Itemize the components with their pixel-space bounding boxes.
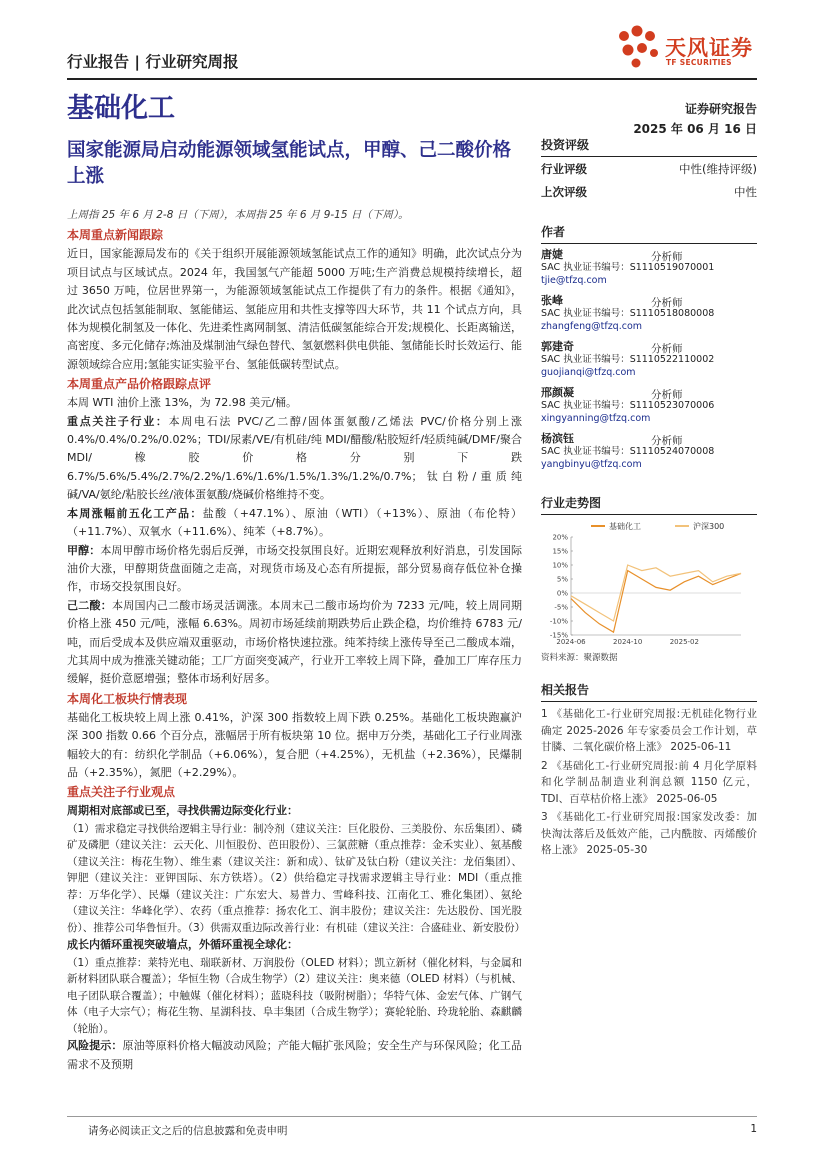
author-email[interactable]: tjie@tfzq.com xyxy=(541,275,607,286)
research-report-label: 证券研究报告 xyxy=(684,102,757,116)
paragraph-text: 近日，国家能源局发布的《关于组织开展能源领域氢能试点工作的通知》明确，此次试点分为项目试点与区域试点。2024 年，我国氢气产能超 5000 万吨;生产消费总规模持续增长，超过 3650 万吨，位居世界第一，为能源领域氢能试点工作提供了有力的条件。根据《通知》，此次试点包括氢能制取、氢能储运、氢能应用和共性支撑等四大环节，共 11 个试点方向，具体为规模化制氢及一体化、先进柔性离网制氢、清洁低碳氢能综合开发;规模化、长距离输送，高密度、多元化储存;炼油及煤制油气绿色替代、氢氨燃料供电供能、氢储能长时长效运行、能源领域综合应用;氢能实证实验平台、氢能低碳转型试点。 xyxy=(67,247,522,371)
rating-heading: 投资评级 xyxy=(541,136,757,157)
y-tick-label: 15% xyxy=(552,547,568,556)
report-date: 2025 年 06 月 16 日 xyxy=(633,122,757,136)
rating-row xyxy=(541,180,757,203)
author-role: 分析师 xyxy=(651,343,683,355)
y-tick-label: -10% xyxy=(549,617,568,626)
sector-title: 基础化工 xyxy=(67,93,175,124)
author-cert: SAC 执业证书编号：S1110519070001 xyxy=(541,262,715,273)
author-entry xyxy=(541,386,757,432)
paragraph xyxy=(67,597,522,689)
paragraph-lead: 本周涨幅前五化工产品： xyxy=(67,506,203,520)
paragraph xyxy=(67,413,522,505)
related-report-link[interactable]: 2 《基础化工-行业研究周报:前 4 月化学原料和化学制品制造业利润总额 1150 亿元，TDI、百草枯价格上涨》 2025-06-05 xyxy=(541,759,757,805)
author-entry xyxy=(541,248,757,294)
section-title: 本周重点产品价格跟踪点评 xyxy=(67,377,212,392)
paragraph-lead: 成长内循环重视突破墙点，外循环重视全球化： xyxy=(67,938,298,952)
rating-key: 上次评级 xyxy=(541,184,587,199)
author-entry xyxy=(541,340,757,386)
logo-name-en: TF SECURITIES xyxy=(666,58,732,67)
author-cert: SAC 执业证书编号：S1110518080008 xyxy=(541,308,715,319)
y-tick-label: 5% xyxy=(556,575,568,584)
author-cert: SAC 执业证书编号：S1110523070006 xyxy=(541,400,715,411)
rating-value: 中性 xyxy=(734,184,757,199)
paragraph xyxy=(67,245,522,374)
author-role: 分析师 xyxy=(651,297,683,309)
author-email[interactable]: guojianqi@tfzq.com xyxy=(541,367,636,378)
report-type: 行业报告 | 行业研究周报 xyxy=(67,53,239,71)
rating-value: 中性(维持评级) xyxy=(679,161,757,176)
paragraph xyxy=(67,802,522,820)
author-email[interactable]: xingyanning@tfzq.com xyxy=(541,413,651,424)
industry-trend-chart xyxy=(541,519,757,649)
headline: 国家能源局启动能源领域氢能试点，甲醇、己二酸价格上涨 xyxy=(67,140,512,187)
paragraph xyxy=(67,936,522,954)
paragraph-lead: 甲醇： xyxy=(67,543,101,557)
y-tick-label: 10% xyxy=(552,561,568,570)
rating-key: 行业评级 xyxy=(541,161,587,176)
paragraph-text: 本周电石法 PVC/乙二醇/固体蛋氨酸/乙烯法 PVC/价格分别上涨 0.4%/0.4%/0.2%/0.02%；TDI/尿素/VE/有机硅/纯 MDI/醋酸/粘胶短纤/轻质纯碱/DMF/聚合 MDI/橡胶价格分别下跌 6.7%/5.6%/5.4%/2.7%/2.2%/1.6%/1.6%/1.5%/1.3%/1.2%/0.7%；钛白粉/重质纯碱/VA/氨纶/粘胶长丝/液体蛋氨酸/烧碱价格维持不变。 xyxy=(67,414,523,502)
author-email[interactable]: zhangfeng@tfzq.com xyxy=(541,321,643,332)
paragraph xyxy=(67,542,522,597)
x-tick-label: 2024-10 xyxy=(613,638,643,646)
paragraph-text: 原油等原料价格大幅波动风险；产能大幅扩张风险；安全生产与环保风险；化工品需求不及预期 xyxy=(67,1039,522,1071)
x-tick-label: 2025-02 xyxy=(669,638,699,646)
y-tick-label: -5% xyxy=(554,603,568,612)
author-role: 分析师 xyxy=(651,251,683,263)
related-report-link[interactable]: 1 《基础化工-行业研究周报:无机硅化物行业确定 2025-2026 年专家委员会工作计划，草甘膦、二氧化碳价格上涨》 2025-06-11 xyxy=(541,708,757,753)
related-heading: 相关报告 xyxy=(541,681,757,702)
author-email[interactable]: yangbinyu@tfzq.com xyxy=(541,459,642,470)
logo-name-cn: 天风证券 xyxy=(665,36,753,60)
author-entry xyxy=(541,432,757,478)
related-reports xyxy=(541,706,757,859)
section-title: 本周重点新闻跟踪 xyxy=(67,228,164,243)
paragraph-text: 基础化工板块较上周上涨 0.41%，沪深 300 指数较上周下跌 0.25%。基础化工板块跑赢沪深 300 指数 0.66 个百分点，涨幅居于所有板块第 10 位。据申万分类，基础化工子行业周涨幅较大的有：纺织化学制品（+6.06%），复合肥（+4.25%），无机盐（+2.36%），民爆制品（+2.35%），氮肥（+2.29%）。 xyxy=(67,710,522,779)
footer-disclaimer: 请务必阅读正文之后的信息披露和免责申明 xyxy=(88,1125,288,1137)
paragraph-text: （1）需求稳定寻找供给逻辑主导行业：制冷剂（建议关注：巨化股份、三美股份、东岳集团）、磷矿及磷肥（建议关注：云天化、川恒股份、芭田股份）、三氯蔗糖（重点推荐：金禾实业）、氨基酸（建议关注：梅花生物）、维生素（建议关注：新和成）、钛矿及钛白粉（建议关注：龙佰集团）、钾肥（建议关注：亚钾国际、东方铁塔）。（2）供给稳定寻找需求逻辑主导行业：MDI（重点推荐：万华化学）、民爆（建议关注：广东宏大、易普力、雪峰科技、江南化工、雅化集团）、氨纶（建议关注：华峰化学）、农药（重点推荐：扬农化工、润丰股份；建议关注：先达股份、国光股份）、推荐公司华鲁恒升。（3）供需双重边际改善行业：有机硅（建议关注：合盛硅业、新安股份） xyxy=(67,822,526,934)
paragraph xyxy=(67,709,522,783)
y-tick-label: 20% xyxy=(552,533,568,542)
author-cert: SAC 执业证书编号：S1110522110002 xyxy=(541,354,715,365)
author-name: 张峰 xyxy=(541,294,563,307)
paragraph-text: 本周 WTI 油价上涨 13%，为 72.98 美元/桶。 xyxy=(67,396,297,410)
footer-divider xyxy=(67,1116,757,1117)
y-tick-label: 0% xyxy=(556,589,568,598)
x-tick-label: 2024-06 xyxy=(556,638,586,646)
author-role: 分析师 xyxy=(651,435,683,447)
paragraph-text: 盐酸（+47.1%）、原油（WTI）（+13%）、原油（布伦特）（+11.7%）、双氧水（+11.6%）、纯苯（+8.7%）。 xyxy=(67,506,523,539)
chart-source: 资料来源：聚源数据 xyxy=(541,653,618,663)
author-cert: SAC 执业证书编号：S1110524070008 xyxy=(541,446,715,457)
trend-heading: 行业走势图 xyxy=(541,494,757,515)
page-number: 1 xyxy=(750,1123,757,1135)
paragraph-lead: 周期相对底部或已至，寻找供需边际变化行业： xyxy=(67,804,298,818)
section-title: 重点关注子行业观点 xyxy=(67,785,176,800)
related-report-link[interactable]: 3 《基础化工-行业研究周报:国家发改委：加快淘汰落后及低效产能，己内酰胺、丙烯酸价格上涨》 2025-05-30 xyxy=(541,811,757,856)
paragraph-lead: 风险提示： xyxy=(67,1039,123,1053)
main-body xyxy=(67,206,526,1074)
paragraph-lead: 重点关注子行业： xyxy=(67,414,169,428)
author-name: 郭建奇 xyxy=(541,340,574,353)
paragraph-text: 本周甲醇市场价格先弱后反弹，市场交投氛围良好。近期宏观释放利好消息，引发国际油价大涨，甲醇期货盘面随之走高，对现货市场及心态有所提振，部分贸易商存低位补仓操作，市场交投氛围良好。 xyxy=(67,543,523,594)
sidebar xyxy=(541,136,757,861)
legend-label: 沪深300 xyxy=(693,522,725,531)
paragraph-text: 本周国内己二酸市场灵活调涨。本周末己二酸市场均价为 7233 元/吨，较上周同期价格上涨 450 元/吨，涨幅 6.63%。周初市场延续前期跌势后止跌企稳，均价维持 6783 元/吨，而后受成本及供应端双重驱动，市场价格快速拉涨。纯苯持续上涨传导至己二酸成本端，尤其周中成为推涨关键动能；工厂方面突变减产，行业开工率较上周下降，叠加工厂库存压力缓解，挺价意愿增强；整体市场利好居多。 xyxy=(67,598,523,686)
author-name: 唐婕 xyxy=(541,248,563,261)
author-name: 邢颜凝 xyxy=(541,386,574,399)
paragraph-text: （1）重点推荐：莱特光电、瑞联新材、万润股份（OLED 材料）；凯立新材（催化材料，与金属和新材料团队联合覆盖）；华恒生物（合成生物学）（2）建议关注：奥来德（OLED 材料）（与机械、电子团队联合覆盖）；中触媒（催化材料）；蓝晓科技（吸附树脂）；华特气体、金宏气体、广钢气体（电子大宗气）；梅花生物、星湖科技、阜丰集团（合成生物学）；赛轮轮胎、玲珑轮胎、森麒麟（轮胎）。 xyxy=(67,956,522,1035)
authors-heading: 作者 xyxy=(541,223,757,244)
author-role: 分析师 xyxy=(651,389,683,401)
rating-row xyxy=(541,157,757,180)
paragraph xyxy=(67,394,522,412)
paragraph xyxy=(67,505,522,542)
trend-chart-svg xyxy=(541,519,757,649)
author-entry xyxy=(541,294,757,340)
section-title: 本周化工板块行情表现 xyxy=(67,691,188,706)
paragraph xyxy=(67,1037,522,1074)
legend-label: 基础化工 xyxy=(609,522,641,531)
header-divider xyxy=(67,78,757,80)
paragraph xyxy=(67,955,522,1038)
y-tick-label: -15% xyxy=(549,631,568,640)
author-name: 杨滨钰 xyxy=(541,432,574,445)
period-note: 上周指 25 年 6 月 2-8 日（下周），本周指 25 年 6 月 9-15 日（下周）。 xyxy=(67,209,409,221)
paragraph-lead: 己二酸： xyxy=(67,598,112,612)
paragraph xyxy=(67,821,526,937)
series-line xyxy=(571,571,741,633)
